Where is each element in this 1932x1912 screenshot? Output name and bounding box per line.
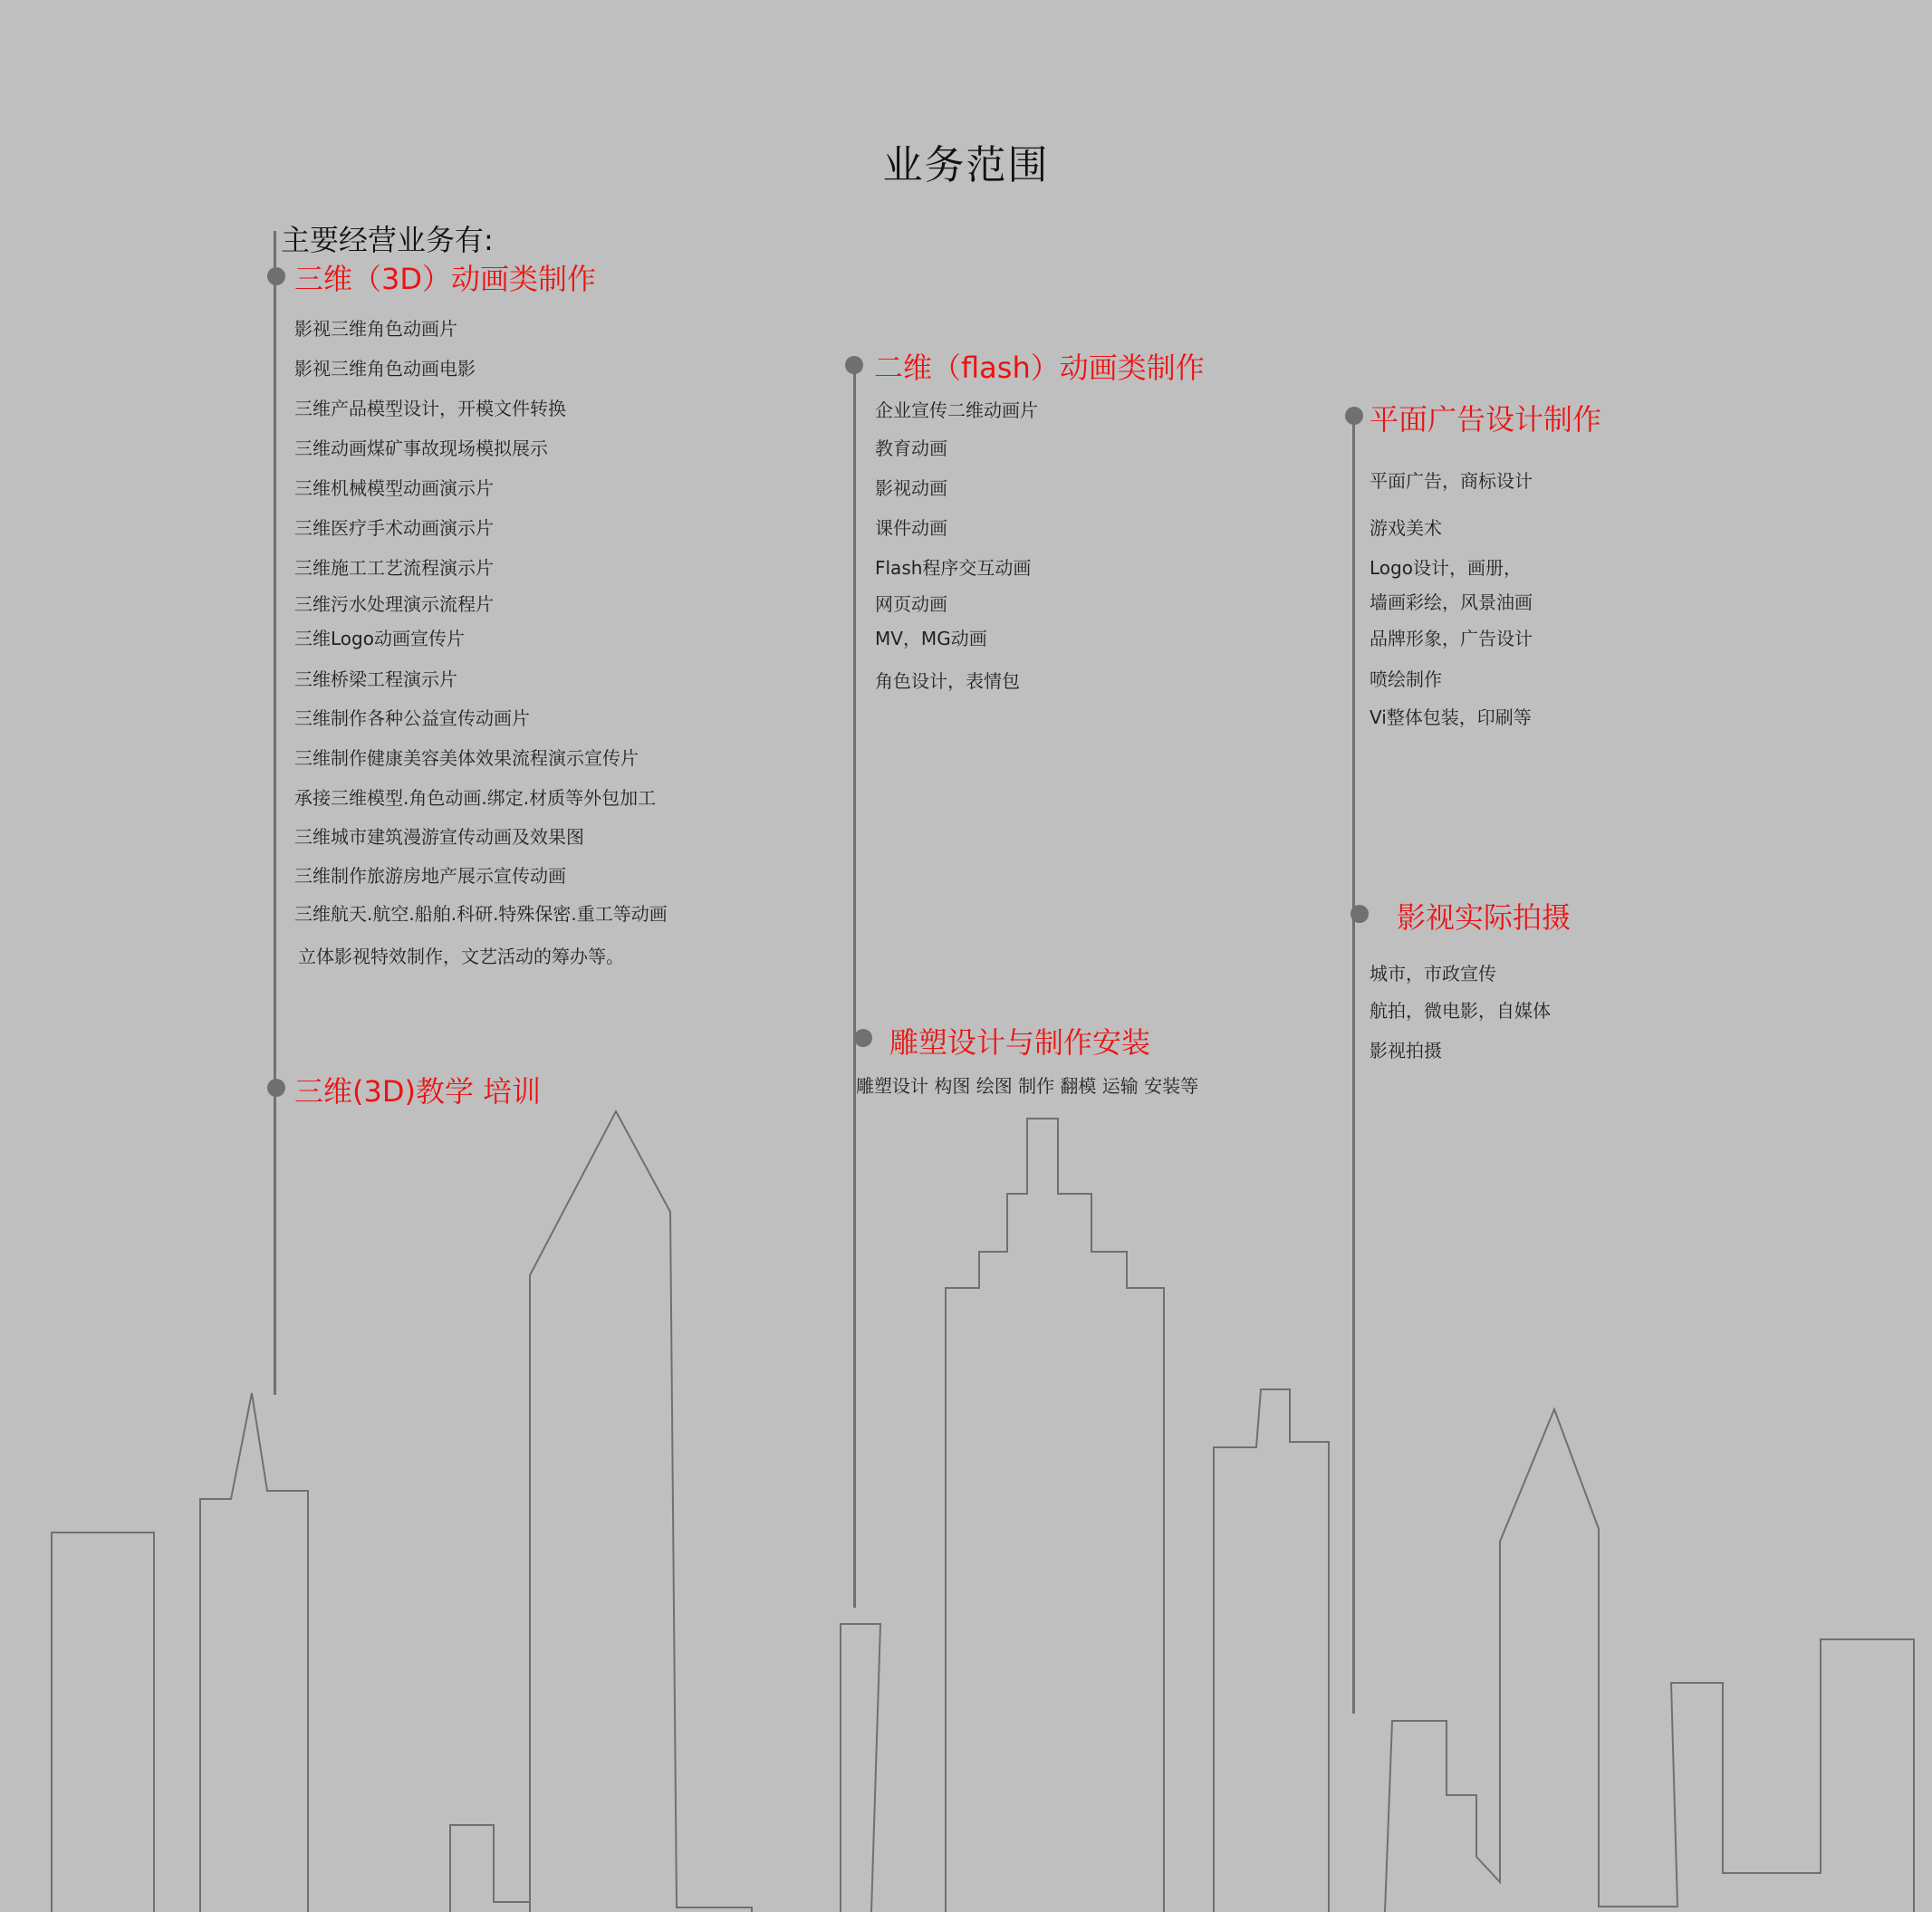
heading-anim3d: 三维（3D）动画类制作	[294, 262, 597, 296]
list-item: Vi整体包装，印刷等	[1370, 706, 1532, 728]
timeline-dot-teach3d	[267, 1079, 285, 1097]
list-item: 三维制作旅游房地产展示宣传动画	[294, 865, 566, 887]
list-item: Flash程序交互动画	[875, 557, 1032, 579]
heading-graphic: 平面广告设计制作	[1370, 402, 1602, 437]
timeline-dot-sculpture	[854, 1029, 872, 1047]
list-item: 游戏美术	[1370, 517, 1442, 539]
list-item: 立体影视特效制作，文艺活动的筹办等。	[298, 946, 624, 967]
list-item: 网页动画	[875, 593, 947, 615]
timeline-line-right	[1352, 412, 1355, 1714]
list-item: 航拍，微电影，自媒体	[1370, 1000, 1551, 1022]
list-item: 三维城市建筑漫游宣传动画及效果图	[294, 826, 584, 848]
timeline-line-middle	[853, 358, 856, 1608]
timeline-dot-graphic	[1345, 407, 1363, 425]
list-item: 影视三维角色动画片	[294, 318, 457, 340]
skyline-building	[52, 1532, 154, 1912]
skyline-building	[530, 1111, 752, 1912]
skyline-building	[841, 1624, 880, 1912]
list-item: MV，MG动画	[875, 628, 987, 649]
list-item: 教育动画	[875, 437, 947, 459]
list-item: 角色设计，表情包	[875, 670, 1020, 692]
list-item: 三维桥梁工程演示片	[294, 668, 457, 690]
list-item: 喷绘制作	[1370, 668, 1442, 690]
heading-film: 影视实际拍摄	[1397, 900, 1572, 935]
skyline-building	[200, 1393, 308, 1912]
timeline-line-left	[274, 231, 276, 1395]
heading-teach3d: 三维(3D)教学 培训	[294, 1074, 542, 1109]
list-item: 课件动画	[875, 517, 947, 539]
list-item: 影视拍摄	[1370, 1040, 1442, 1062]
timeline-dot-flash	[845, 356, 863, 374]
list-item: 城市，市政宣传	[1370, 963, 1496, 985]
heading-flash: 二维（flash）动画类制作	[874, 351, 1205, 385]
list-item: 三维产品模型设计，开模文件转换	[294, 398, 566, 419]
timeline-dot-film	[1350, 905, 1369, 923]
page-title: 业务范围	[882, 142, 1050, 188]
skyline-building	[946, 1119, 1164, 1912]
list-item: 三维制作健康美容美体效果流程演示宣传片	[294, 747, 639, 769]
list-item: 三维施工工艺流程演示片	[294, 557, 494, 579]
list-item: 承接三维模型.角色动画.绑定.材质等外包加工	[294, 787, 657, 809]
list-item: 雕塑设计 构图 绘图 制作 翻模 运输 安装等	[856, 1075, 1199, 1097]
timeline-dot-anim3d	[267, 267, 285, 285]
list-item: 平面广告，商标设计	[1370, 470, 1533, 492]
list-item: 三维医疗手术动画演示片	[294, 517, 494, 539]
heading-sculpture: 雕塑设计与制作安装	[889, 1025, 1151, 1060]
list-item: 三维制作各种公益宣传动画片	[294, 707, 530, 729]
list-item: 影视三维角色动画电影	[294, 358, 476, 380]
list-item: 三维机械模型动画演示片	[294, 477, 494, 499]
list-item: 品牌形象，广告设计	[1370, 628, 1533, 649]
list-item: 三维航天.航空.船舶.科研.特殊保密.重工等动画	[294, 903, 668, 925]
list-item: 三维Logo动画宣传片	[294, 628, 465, 649]
list-item: 影视动画	[875, 477, 947, 499]
list-item: 墙画彩绘，风景油画	[1370, 591, 1533, 613]
list-item: 三维污水处理演示流程片	[294, 593, 494, 615]
skyline-building	[450, 1825, 530, 1912]
skyline-building	[1385, 1409, 1914, 1912]
skyline-building	[1214, 1389, 1329, 1912]
list-item: 三维动画煤矿事故现场模拟展示	[294, 437, 548, 459]
list-item: Logo设计，画册，	[1370, 557, 1522, 579]
list-item: 企业宣传二维动画片	[875, 399, 1038, 421]
intro-text: 主要经营业务有:	[281, 223, 494, 257]
